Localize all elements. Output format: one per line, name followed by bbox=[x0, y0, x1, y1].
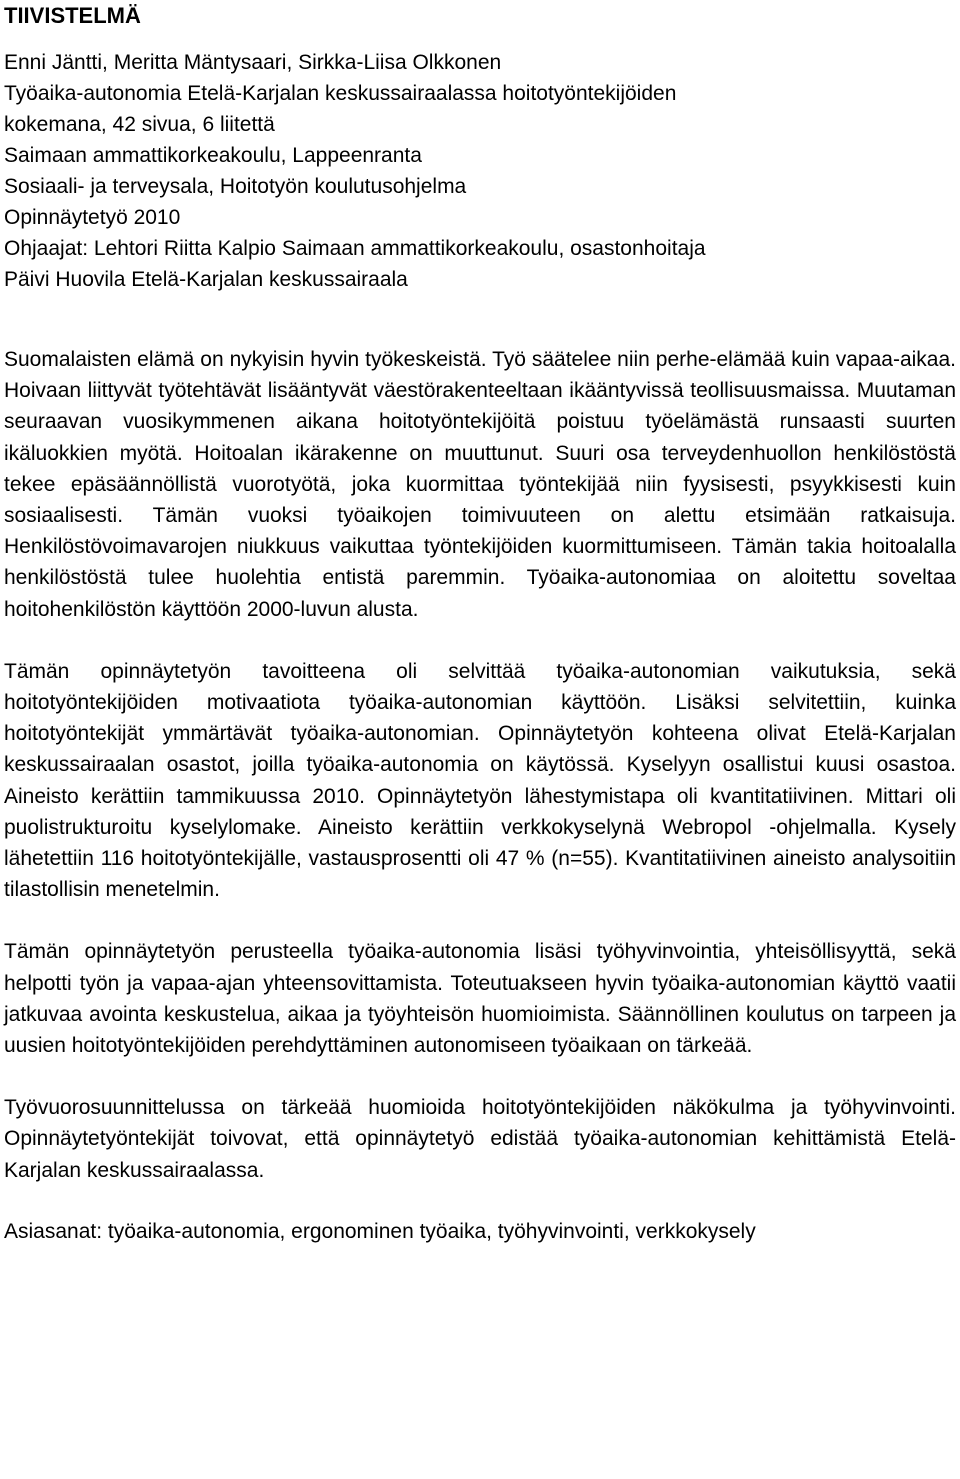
abstract-body bbox=[4, 344, 956, 1247]
degree-programme-line: Sosiaali- ja terveysala, Hoitotyön koulutusohjelma bbox=[4, 175, 467, 198]
supervisors-line: Ohjaajat: Lehtori Riitta Kalpio Saimaan ammattikorkeakoulu, osastonhoitaja bbox=[4, 237, 706, 260]
page-title: TIIVISTELMÄ bbox=[4, 3, 141, 28]
institution-line: Saimaan ammattikorkeakoulu, Lappeenranta bbox=[4, 144, 422, 167]
supervisors-line-continued: Päivi Huovila Etelä-Karjalan keskussairaala bbox=[4, 268, 408, 291]
abstract-paragraph-4: Työvuorosuunnittelussa on tärkeää huomioida hoitotyöntekijöiden näkökulma ja työhyvinvointi. Opinnäytetyöntekijät toivovat, että opinnäytetyö edistää työaika-autonomian kehittämistä Etelä-Karjalan keskussairaalassa. bbox=[4, 1096, 956, 1182]
authors-line: Enni Jäntti, Meritta Mäntysaari, Sirkka-Liisa Olkkonen bbox=[4, 51, 502, 74]
thesis-title-line: Työaika-autonomia Etelä-Karjalan keskussairaalassa hoitotyöntekijöiden bbox=[4, 82, 677, 105]
thesis-title-line-continued: kokemana, 42 sivua, 6 liitettä bbox=[4, 113, 275, 136]
keywords: Asiasanat: työaika-autonomia, ergonominen työaika, työhyvinvointi, verkkokysely bbox=[4, 1219, 756, 1243]
thesis-year-line: Opinnäytetyö 2010 bbox=[4, 206, 181, 229]
document-page bbox=[4, 0, 956, 1247]
abstract-paragraph-2: Tämän opinnäytetyön tavoitteena oli selvittää työaika-autonomian vaikutuksia, sekä hoitotyöntekijöiden motivaatiota työaika-autonomian käyttöön. Lisäksi selvitettiin, kuinka hoitotyöntekijät ymmärtävät työaika-autonomian. Opinnäytetyön kohteena olivat Etelä-Karjalan keskussairaalan osastot, joilla työaika-autonomia on käytössä. Kyselyyn osallistui kuusi osastoa. Aineisto kerättiin tammikuussa 2010. Opinnäytetyön lähestymistapa oli kvantitatiivinen. Mittari oli puolistrukturoitu kyselylomake. Aineisto kerättiin verkkokyselynä Webropol -ohjelmalla. Kysely lähetettiin 116 hoitotyöntekijälle, vastausprosentti oli 47 % (n=55). Kvantitatiivinen aineisto analysoitiin tilastollisin menetelmin. bbox=[4, 659, 956, 902]
abstract-paragraph-3: Tämän opinnäytetyön perusteella työaika-autonomia lisäsi työhyvinvointia, yhteisöllisyyttä, sekä helpotti työn ja vapaa-ajan yhteensovittamista. Toteutuakseen hyvin työaika-autonomian käyttö vaatii jatkuvaa avointa keskustelua, aikaa ja työyhteisön huomioimista. Säännöllinen koulutus on tarpeen ja uusien hoitotyöntekijöiden perehdyttäminen autonomiseen työaikaan on tärkeää. bbox=[4, 940, 956, 1058]
abstract-paragraph-1: Suomalaisten elämä on nykyisin hyvin työkeskeistä. Työ säätelee niin perhe-elämää kuin vapaa-aikaa. Hoivaan liittyvät työtehtävät lisääntyvät väestörakenteeltaan ikääntyvissä teollisuusmaissa. Muutaman seuraavan vuosikymmenen aikana hoitotyöntekijöitä poistuu työelämästä runsaasti suurten ikäluokkien myötä. Hoitoalan ikärakenne on muuttunut. Suuri osa terveydenhuollon henkilöstöstä tekee epäsäännöllistä vuorotyötä, joka kuormittaa työntekijää niin fyysisesti, psyykkisesti kuin sosiaalisesti. Tämän vuoksi työaikojen toimivuuteen on alettu etsimään ratkaisuja. Henkilöstövoimavarojen niukkuus vaikuttaa työntekijöiden kuormittumiseen. Tämän takia hoitoalalla henkilöstöstä tulee huolehtia entistä paremmin. Työaika-autonomiaa on aloitettu soveltaa hoitohenkilöstön käyttöön 2000-luvun alusta. bbox=[4, 348, 956, 621]
thesis-metadata bbox=[4, 47, 956, 295]
